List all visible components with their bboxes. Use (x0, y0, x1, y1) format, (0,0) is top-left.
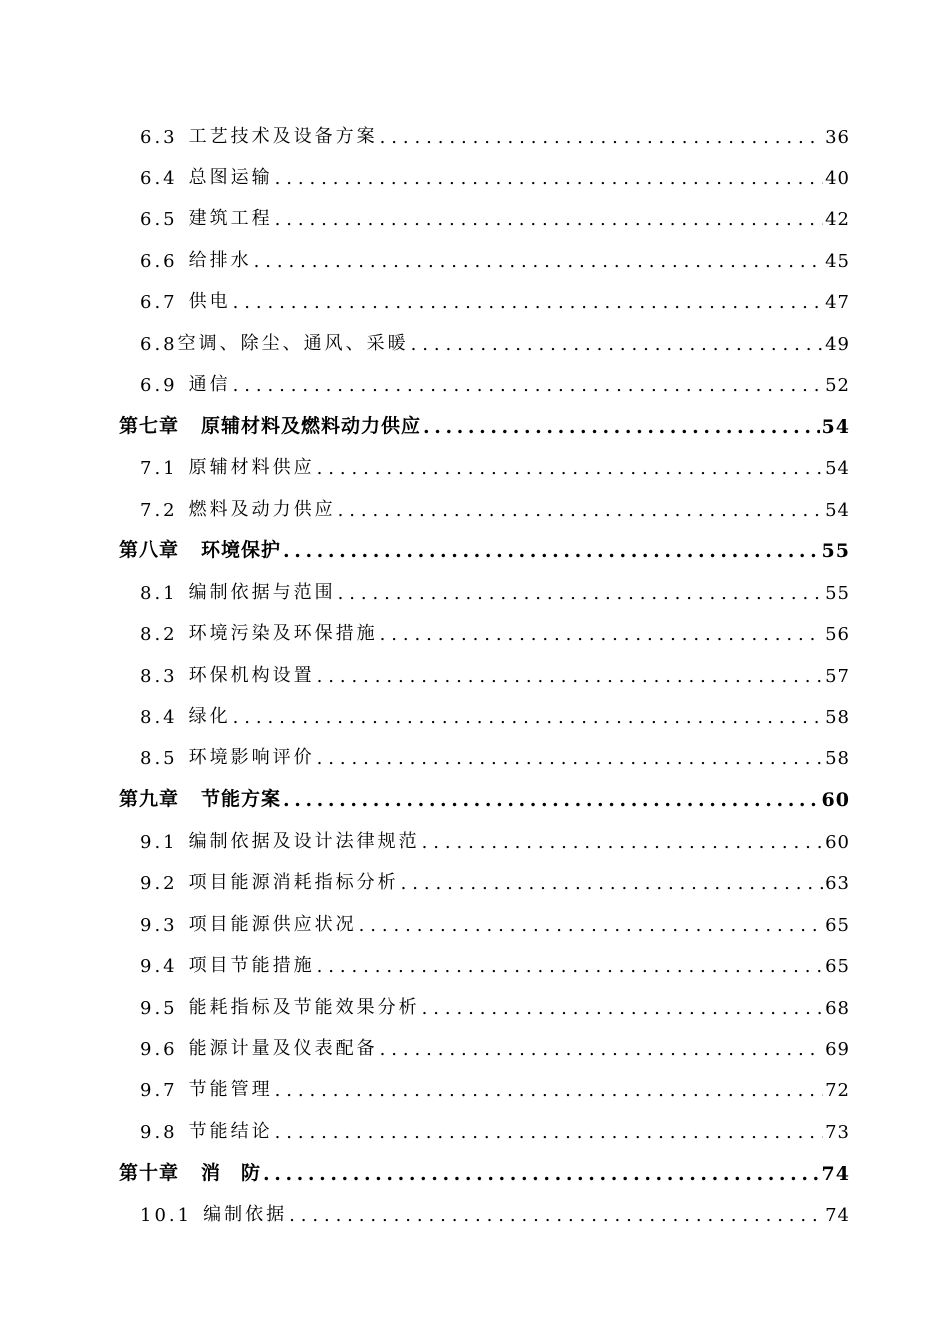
toc-entry-number: 8.5 (140, 748, 178, 769)
toc-entry-page: 57 (825, 666, 850, 687)
toc-entry-number: 8.1 (140, 583, 178, 604)
toc-entry-number: 9.7 (140, 1080, 178, 1101)
toc-entry-page: 58 (825, 707, 850, 728)
toc-entry-page: 68 (825, 998, 850, 1019)
dot-leader (283, 783, 820, 811)
toc-entry-page: 72 (825, 1080, 850, 1101)
toc-entry-7-1[interactable] (140, 451, 850, 479)
dot-leader (275, 1115, 823, 1143)
dot-leader (380, 1032, 823, 1060)
dot-leader (317, 451, 823, 479)
toc-entry-title: 环境污染及环保措施 (188, 623, 378, 644)
toc-entry-title: 给排水 (188, 250, 252, 271)
toc-entry-page: 40 (825, 168, 850, 189)
toc-entry-title: 项目能源消耗指标分析 (188, 872, 399, 893)
toc-entry-6-4[interactable] (140, 161, 850, 189)
toc-entry-9-5[interactable] (140, 991, 850, 1019)
toc-chapter-page: 55 (821, 540, 850, 562)
toc-entry-6-8[interactable] (140, 327, 850, 355)
toc-entry-number: 8.2 (140, 624, 178, 645)
toc-entry-9-7[interactable] (140, 1073, 850, 1101)
toc-entry-6-6[interactable] (140, 244, 850, 272)
toc-chapter-title: 节能方案 (201, 788, 282, 810)
toc-entry-number: 6.5 (140, 209, 178, 230)
toc-entry-7-2[interactable] (140, 493, 850, 521)
toc-entry-page: 56 (825, 624, 850, 645)
toc-entry-page: 42 (825, 209, 850, 230)
dot-leader (233, 368, 823, 396)
dot-leader (317, 741, 823, 769)
toc-entry-8-5[interactable] (140, 741, 850, 769)
toc-entry-number: 9.1 (140, 832, 178, 853)
toc-entry-page: 55 (825, 583, 850, 604)
toc-entry-title: 节能管理 (188, 1079, 273, 1100)
toc-entry-title: 通信 (188, 374, 231, 395)
dot-leader (411, 327, 823, 355)
toc-chapter-number: 第八章 (119, 539, 180, 561)
dot-leader (289, 1198, 823, 1226)
dot-leader (401, 866, 823, 894)
dot-leader (359, 908, 823, 936)
toc-entry-page: 73 (825, 1122, 850, 1143)
toc-entry-title: 能源计量及仪表配备 (188, 1038, 378, 1059)
toc-entry-title: 燃料及动力供应 (188, 499, 336, 520)
dot-leader (254, 244, 823, 272)
toc-entry-title: 环保机构设置 (188, 665, 315, 686)
dot-leader (283, 534, 820, 562)
dot-leader (317, 949, 823, 977)
toc-entry-title: 环境影响评价 (188, 747, 315, 768)
toc-entry-number: 6.7 (140, 292, 178, 313)
toc-entry-8-2[interactable] (140, 617, 850, 645)
toc-chapter-page: 60 (821, 789, 850, 811)
toc-entry-number: 9.6 (140, 1039, 178, 1060)
toc-entry-number: 7.2 (140, 500, 178, 521)
toc-entry-number: 10.1 (140, 1205, 193, 1226)
toc-entry-9-3[interactable] (140, 908, 850, 936)
dot-leader (275, 161, 823, 189)
toc-entry-page: 65 (825, 915, 850, 936)
toc-entry-9-8[interactable] (140, 1115, 850, 1143)
dot-leader (233, 700, 823, 728)
toc-entry-title: 建筑工程 (188, 208, 273, 229)
toc-entry-page: 49 (825, 334, 850, 355)
toc-chapter-page: 74 (821, 1163, 850, 1185)
toc-entry-page: 65 (825, 956, 850, 977)
dot-leader (380, 120, 823, 148)
toc-entry-title: 编制依据与范围 (188, 582, 336, 603)
dot-leader (317, 659, 823, 687)
toc-entry-number: 9.3 (140, 915, 178, 936)
toc-entry-title: 工艺技术及设备方案 (188, 126, 378, 147)
toc-entry-page: 52 (825, 375, 850, 396)
toc-chapter-title: 环境保护 (201, 539, 282, 561)
toc-entry-number: 6.3 (140, 127, 178, 148)
toc-entry-6-3[interactable] (140, 120, 850, 148)
toc-entry-8-4[interactable] (140, 700, 850, 728)
toc-entry-title: 能耗指标及节能效果分析 (188, 997, 420, 1018)
toc-entry-number: 8.3 (140, 666, 178, 687)
toc-entry-page: 54 (825, 500, 850, 521)
toc-entry-page: 69 (825, 1039, 850, 1060)
toc-entry-number: 9.8 (140, 1122, 178, 1143)
dot-leader (263, 1157, 820, 1185)
toc-entry-page: 47 (825, 292, 850, 313)
dot-leader (423, 410, 820, 438)
toc-chapter-7[interactable] (119, 410, 850, 438)
toc-entry-8-3[interactable] (140, 659, 850, 687)
toc-entry-page: 58 (825, 748, 850, 769)
toc-entry-page: 45 (825, 251, 850, 272)
toc-entry-10-1[interactable] (140, 1198, 850, 1226)
toc-entry-number: 9.4 (140, 956, 178, 977)
toc-entry-9-2[interactable] (140, 866, 850, 894)
toc-chapter-page: 54 (821, 416, 850, 438)
toc-entry-number: 9.5 (140, 998, 178, 1019)
toc-entry-title: 编制依据 (203, 1204, 288, 1225)
toc-entry-title: 供电 (188, 291, 231, 312)
toc-entry-9-4[interactable] (140, 949, 850, 977)
toc-entry-number: 6.6 (140, 251, 178, 272)
toc-chapter-10[interactable] (119, 1157, 850, 1185)
dot-leader (338, 576, 823, 604)
toc-entry-9-1[interactable] (140, 825, 850, 853)
toc-entry-title: 项目能源供应状况 (188, 914, 357, 935)
toc-entry-6-5[interactable] (140, 202, 850, 230)
toc-chapter-number: 第七章 (119, 415, 180, 437)
toc-entry-page: 63 (825, 873, 850, 894)
dot-leader (338, 493, 823, 521)
toc-entry-title: 总图运输 (188, 167, 273, 188)
dot-leader (275, 1073, 823, 1101)
toc-entry-title: 空调、除尘、通风、采暖 (177, 333, 409, 354)
toc-entry-page: 54 (825, 458, 850, 479)
toc-chapter-title: 原辅材料及燃料动力供应 (201, 415, 422, 437)
toc-entry-title: 项目节能措施 (188, 955, 315, 976)
dot-leader (422, 991, 823, 1019)
toc-entry-number: 9.2 (140, 873, 178, 894)
toc-entry-6-9[interactable] (140, 368, 850, 396)
toc-entry-number: 6.4 (140, 168, 178, 189)
toc-entry-9-6[interactable] (140, 1032, 850, 1060)
toc-entry-title: 原辅材料供应 (188, 457, 315, 478)
toc-chapter-9[interactable] (119, 783, 850, 811)
toc-entry-title: 绿化 (188, 706, 231, 727)
toc-chapter-number: 第九章 (119, 788, 180, 810)
toc-entry-8-1[interactable] (140, 576, 850, 604)
toc-entry-number: 6.9 (140, 375, 178, 396)
toc-entry-number: 8.4 (140, 707, 178, 728)
toc-entry-title: 节能结论 (188, 1121, 273, 1142)
toc-entry-page: 74 (825, 1205, 850, 1226)
toc-entry-page: 36 (825, 127, 850, 148)
toc-entry-number: 6.8 (140, 334, 178, 355)
toc-entry-number: 7.1 (140, 458, 178, 479)
toc-chapter-8[interactable] (119, 534, 850, 562)
dot-leader (380, 617, 823, 645)
toc-chapter-title: 消 防 (201, 1162, 262, 1184)
dot-leader (275, 202, 823, 230)
toc-entry-title: 编制依据及设计法律规范 (188, 831, 420, 852)
dot-leader (422, 825, 823, 853)
toc-chapter-number: 第十章 (119, 1162, 180, 1184)
toc-entry-page: 60 (825, 832, 850, 853)
toc-entry-6-7[interactable] (140, 285, 850, 313)
dot-leader (233, 285, 823, 313)
